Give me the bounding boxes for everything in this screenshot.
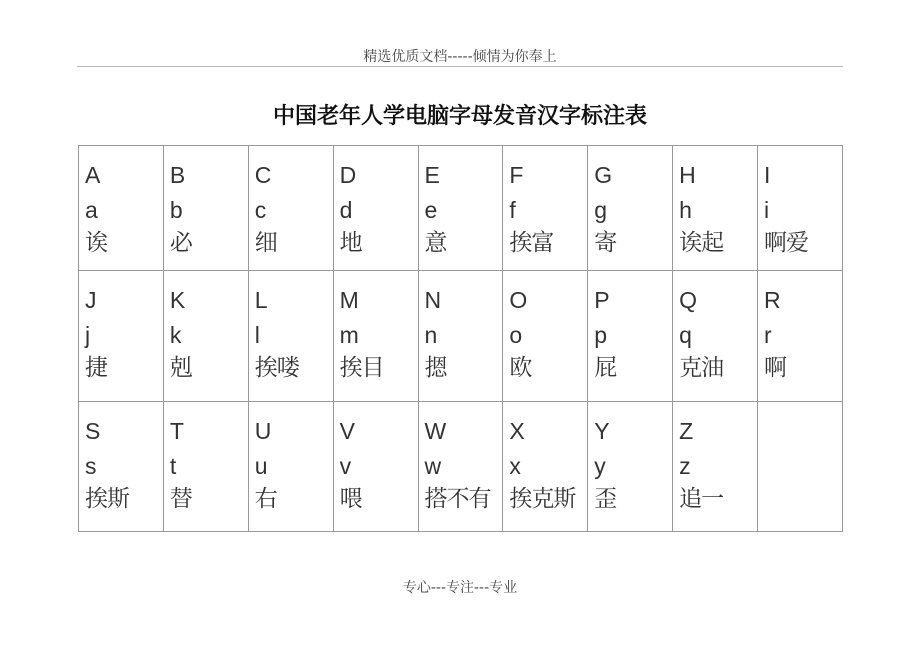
hanzi-pronunciation: 挨克斯: [509, 486, 576, 512]
lowercase-letter: c: [254, 197, 267, 223]
lowercase-letter: n: [424, 322, 438, 348]
page-footer: 专心---专注---专业: [402, 580, 518, 596]
letter-cell: [248, 271, 333, 402]
hanzi-pronunciation: 挨目: [339, 355, 384, 381]
letter-cell: [79, 402, 164, 532]
letter-cell: [418, 402, 503, 532]
letter-cell: [588, 402, 673, 532]
letter-cell: [333, 271, 418, 402]
hanzi-pronunciation: 寄: [594, 230, 617, 256]
hanzi-pronunciation: 克油: [679, 355, 724, 381]
uppercase-letter: P: [594, 287, 610, 313]
uppercase-letter: A: [85, 162, 101, 188]
uppercase-letter: D: [339, 162, 357, 188]
hanzi-pronunciation: 喂: [339, 486, 362, 512]
hanzi-pronunciation: 必: [169, 230, 192, 256]
uppercase-letter: G: [594, 162, 613, 188]
hanzi-pronunciation: 替: [169, 486, 192, 512]
lowercase-letter: t: [169, 453, 177, 479]
lowercase-letter: r: [764, 322, 772, 348]
letter-cell: [418, 271, 503, 402]
letter-cell: [758, 271, 843, 402]
uppercase-letter: M: [339, 287, 359, 313]
hanzi-pronunciation: 挨富: [509, 230, 554, 256]
hanzi-pronunciation: 地: [339, 230, 362, 256]
lowercase-letter: i: [764, 197, 770, 223]
lowercase-letter: b: [169, 197, 183, 223]
uppercase-letter: R: [764, 287, 781, 313]
letter-cell: [333, 402, 418, 532]
lowercase-letter: v: [339, 453, 352, 479]
hanzi-pronunciation: 细: [254, 230, 277, 256]
lowercase-letter: o: [509, 322, 523, 348]
uppercase-letter: T: [169, 418, 184, 444]
hanzi-pronunciation: 啊爱: [764, 230, 808, 256]
table-row: [79, 146, 843, 271]
uppercase-letter: I: [764, 162, 771, 188]
uppercase-letter: J: [85, 287, 97, 313]
lowercase-letter: e: [424, 197, 438, 223]
hanzi-pronunciation: 诶起: [679, 230, 724, 256]
letter-cell: [333, 146, 418, 271]
uppercase-letter: K: [169, 287, 186, 313]
lowercase-letter: l: [254, 322, 260, 348]
uppercase-letter: C: [254, 162, 272, 188]
hanzi-pronunciation: 欧: [509, 355, 532, 381]
hanzi-pronunciation: 捷: [85, 355, 107, 381]
letter-cell: [248, 402, 333, 532]
hanzi-pronunciation: 歪: [594, 486, 617, 512]
uppercase-letter: B: [169, 162, 186, 188]
letter-cell: [418, 146, 503, 271]
lowercase-letter: u: [254, 453, 268, 479]
lowercase-letter: f: [509, 197, 516, 223]
lowercase-letter: q: [679, 322, 692, 348]
lowercase-letter: k: [169, 322, 182, 348]
page-header: 精选优质文档-----倾情为你奉上: [363, 49, 557, 65]
letter-cell: [673, 402, 758, 532]
letter-cell: [248, 146, 333, 271]
lowercase-letter: m: [339, 322, 359, 348]
letter-cell: [163, 146, 248, 271]
letter-cell: [163, 402, 248, 532]
letter-cell: [588, 146, 673, 271]
lowercase-letter: w: [424, 453, 442, 479]
letter-cell: [673, 146, 758, 271]
header-divider: [77, 66, 843, 67]
letter-cell: [79, 271, 164, 402]
lowercase-letter: z: [679, 453, 691, 479]
hanzi-pronunciation: 挨喽: [254, 355, 299, 381]
uppercase-letter: V: [339, 418, 355, 444]
letter-cell: [503, 146, 588, 271]
uppercase-letter: F: [509, 162, 524, 188]
uppercase-letter: W: [424, 418, 447, 444]
uppercase-letter: H: [679, 162, 696, 188]
letter-cell: [503, 271, 588, 402]
lowercase-letter: h: [679, 197, 692, 223]
lowercase-letter: y: [594, 453, 606, 479]
uppercase-letter: X: [509, 418, 525, 444]
hanzi-pronunciation: 搭不有: [424, 486, 491, 512]
table-row: [79, 402, 843, 532]
uppercase-letter: O: [509, 287, 528, 313]
uppercase-letter: Z: [679, 418, 694, 444]
hanzi-pronunciation: 挨斯: [85, 486, 129, 512]
hanzi-pronunciation: 意: [424, 230, 447, 256]
uppercase-letter: U: [254, 418, 272, 444]
letter-cell: [673, 271, 758, 402]
uppercase-letter: S: [85, 418, 101, 444]
lowercase-letter: p: [594, 322, 608, 348]
uppercase-letter: L: [254, 287, 268, 313]
lowercase-letter: a: [85, 197, 98, 223]
lowercase-letter: s: [85, 453, 97, 479]
hanzi-pronunciation: 摁: [424, 355, 447, 381]
table-row: [79, 271, 843, 402]
hanzi-pronunciation: 右: [254, 486, 277, 512]
lowercase-letter: g: [594, 197, 608, 223]
lowercase-letter: x: [509, 453, 521, 479]
hanzi-pronunciation: 追一: [679, 486, 724, 512]
uppercase-letter: Q: [679, 287, 698, 313]
uppercase-letter: Y: [594, 418, 610, 444]
hanzi-pronunciation: 啊: [764, 355, 786, 381]
lowercase-letter: d: [339, 197, 353, 223]
letter-cell: [163, 271, 248, 402]
hanzi-pronunciation: 诶: [85, 230, 107, 256]
hanzi-pronunciation: 剋: [169, 355, 192, 381]
document-title: 中国老年人学电脑字母发音汉字标注表: [272, 104, 647, 129]
uppercase-letter: E: [424, 162, 440, 188]
hanzi-pronunciation: 屁: [594, 355, 617, 381]
uppercase-letter: N: [424, 287, 442, 313]
letter-cell: [588, 271, 673, 402]
letter-cell: [758, 146, 843, 271]
letter-pronunciation-table: [78, 145, 843, 532]
empty-cell: [758, 402, 843, 532]
lowercase-letter: j: [85, 322, 91, 348]
letter-cell: [79, 146, 164, 271]
letter-cell: [503, 402, 588, 532]
